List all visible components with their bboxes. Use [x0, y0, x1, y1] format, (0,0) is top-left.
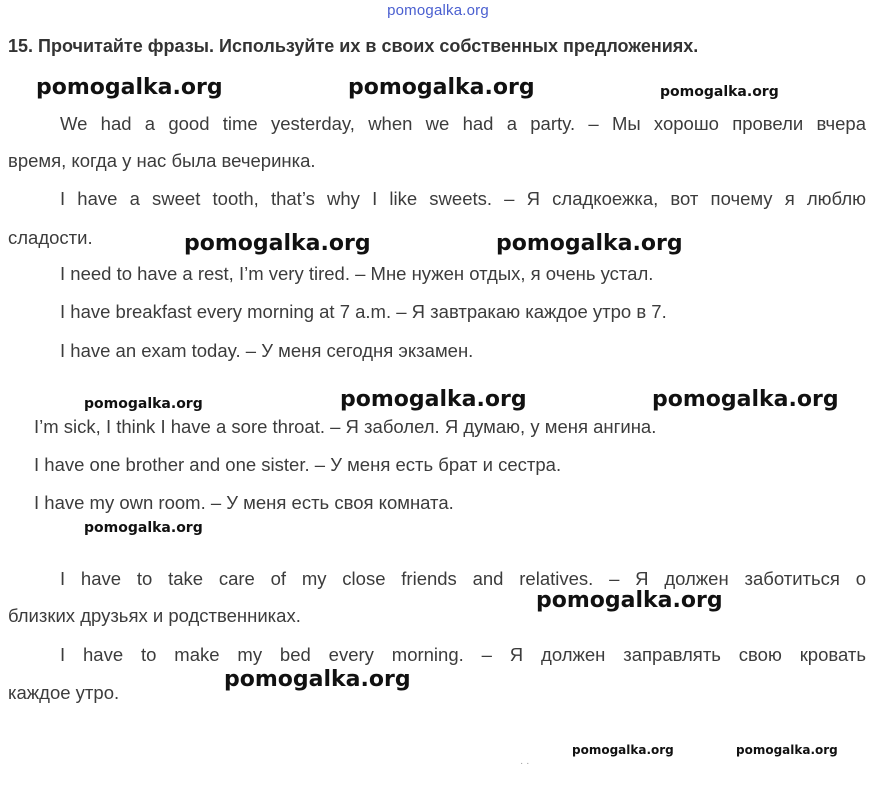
watermark: pomogalka.org [84, 520, 203, 536]
watermark: pomogalka.org [496, 231, 683, 256]
text-line: I’m sick, I think I have a sore throat. – Я заболел. Я думаю, у меня ангина. [34, 416, 657, 437]
watermark: pomogalka.org [536, 588, 723, 613]
text-line: близких друзьях и родственниках. [8, 605, 301, 626]
watermark: pomogalka.org [348, 75, 535, 100]
watermark: pomogalka.org [184, 231, 371, 256]
watermark: pomogalka.org [84, 396, 203, 412]
text-line: I have to take care of my close friends and relatives. – Я должен заботиться о [60, 568, 866, 589]
watermark: pomogalka.org [224, 667, 411, 692]
text-line: I have my own room. – У меня есть своя комната. [34, 492, 454, 513]
page-mark: · · [520, 758, 530, 769]
text-line: I have an exam today. – У меня сегодня экзамен. [60, 340, 474, 361]
watermark: pomogalka.org [736, 743, 838, 757]
watermark: pomogalka.org [36, 75, 223, 100]
text-line: We had a good time yesterday, when we had a party. – Мы хорошо провели вчера [60, 113, 866, 134]
text-line: сладости. [8, 227, 93, 248]
text-line: I have to make my bed every morning. – Я должен заправлять свою кровать [60, 644, 866, 665]
text-line: I have breakfast every morning at 7 a.m. – Я завтракаю каждое утро в 7. [60, 301, 667, 322]
text-line: I have one brother and one sister. – У меня есть брат и сестра. [34, 454, 562, 475]
site-link-top[interactable]: pomogalka.org [387, 2, 489, 19]
watermark: pomogalka.org [340, 387, 527, 412]
watermark: pomogalka.org [660, 84, 779, 100]
text-line: каждое утро. [8, 682, 120, 703]
watermark: pomogalka.org [652, 387, 839, 412]
watermark: pomogalka.org [572, 743, 674, 757]
task-header: 15. Прочитайте фразы. Используйте их в своих собственных предложениях. [8, 36, 699, 56]
text-line: время, когда у нас была вечеринка. [8, 150, 316, 171]
text-line: I have a sweet tooth, that’s why I like sweets. – Я сладкоежка, вот почему я люблю [60, 188, 866, 209]
text-line: I need to have a rest, I’m very tired. – Мне нужен отдых, я очень устал. [60, 263, 654, 284]
